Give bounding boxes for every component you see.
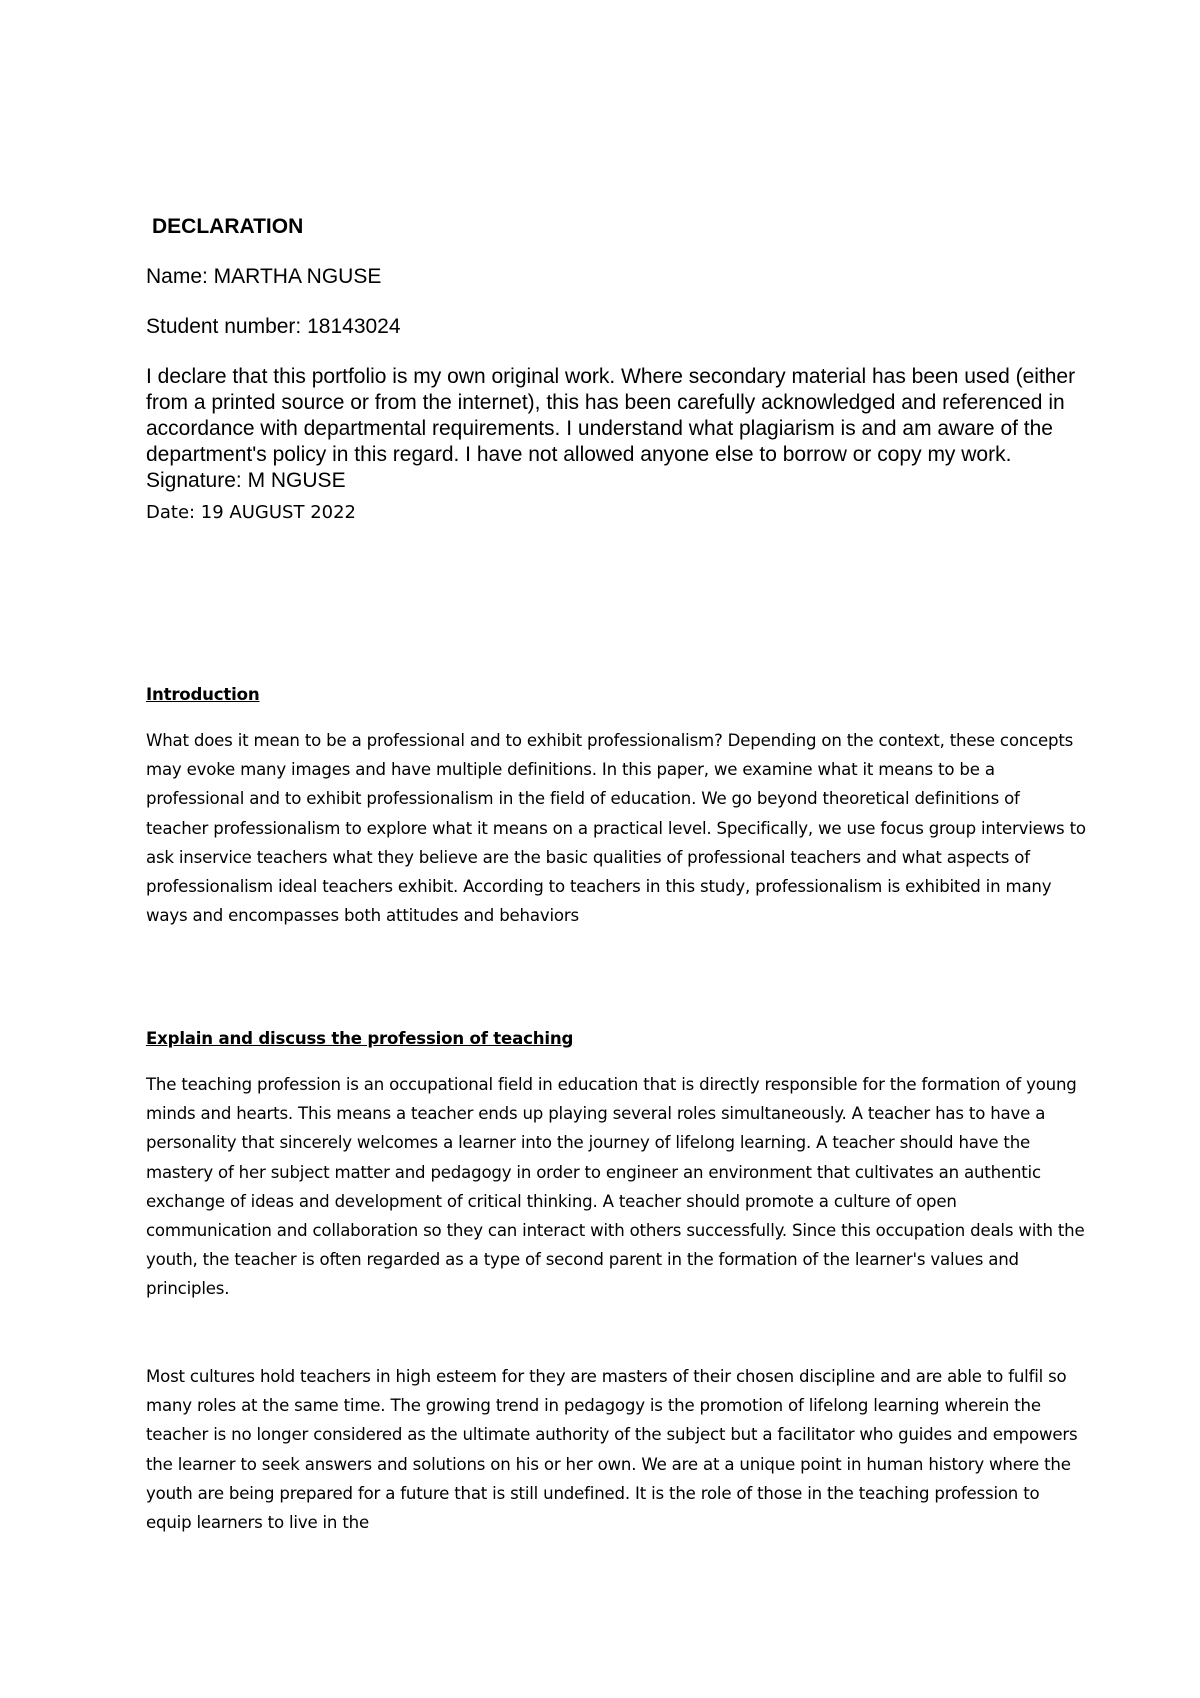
introduction-paragraph: What does it mean to be a professional and to exhibit professionalism? Depending on the context, these concepts may evoke many images and have multiple definitions. In this paper, we examine what it means to be a professional and to exhibit professionalism in the field of education. We go beyond theoretical definitions of teacher professionalism to explore what it means on a practical level. Specifically, we use focus group interviews to ask inservice teachers what they believe are the basic qualities of professional teachers and what aspects of professionalism ideal teachers exhibit. According to teachers in this study, professionalism is exhibited in many ways and encompasses both attitudes and behaviors (146, 731, 1086, 926)
introduction-heading: Introduction (146, 685, 260, 704)
profession-paragraph-2: Most cultures hold teachers in high esteem for they are masters of their chosen discipline and are able to fulfil so many roles at the same time. The growing trend in pedagogy is the promotion of lifelong learning wherein the teacher is no longer considered as the ultimate authority of the subject but a facilitator who guides and empowers the learner to seek answers and solutions on his or her own. We are at a unique point in human history where the youth are being prepared for a future that is still undefined. It is the role of those in the teaching profession to equip learners to live in the (146, 1367, 1078, 1533)
introduction-section-body (146, 726, 1086, 930)
signature-line: Signature: M NGUSE (146, 469, 346, 492)
introduction-section-heading (146, 680, 1086, 709)
date-line: Date: 19 AUGUST 2022 (146, 502, 356, 523)
declaration-title: DECLARATION (152, 215, 304, 238)
declaration-statement: I declare that this portfolio is my own original work. Where secondary material has been used (either from a printed source or from the internet), this has been carefully acknowledged and referenced in accordance with departmental requirements. I understand what plagiarism is and am aware of the department's policy in this regard. I have not allowed anyone else to borrow or copy my work. (146, 365, 1076, 466)
profession-heading: Explain and discuss the profession of teaching (146, 1029, 574, 1048)
profession-section-body-2 (146, 1362, 1086, 1537)
profession-paragraph-1: The teaching profession is an occupational field in education that is directly responsible for the formation of young minds and hearts. This means a teacher ends up playing several roles simultaneously. A teacher has to have a personality that sincerely welcomes a learner into the journey of lifelong learning. A teacher should have the mastery of her subject matter and pedagogy in order to engineer an environment that cultivates an authentic exchange of ideas and development of critical thinking. A teacher should promote a culture of open communication and collaboration so they can interact with others successfully. Since this occupation deals with the youth, the teacher is often regarded as a type of second parent in the formation of the learner's values and principles. (146, 1075, 1085, 1299)
student-name: Name: MARTHA NGUSE (146, 265, 382, 288)
student-number: Student number: 18143024 (146, 315, 401, 338)
profession-section-heading (146, 1024, 1086, 1053)
declaration-block (146, 214, 1086, 544)
profession-section-body (146, 1070, 1086, 1304)
